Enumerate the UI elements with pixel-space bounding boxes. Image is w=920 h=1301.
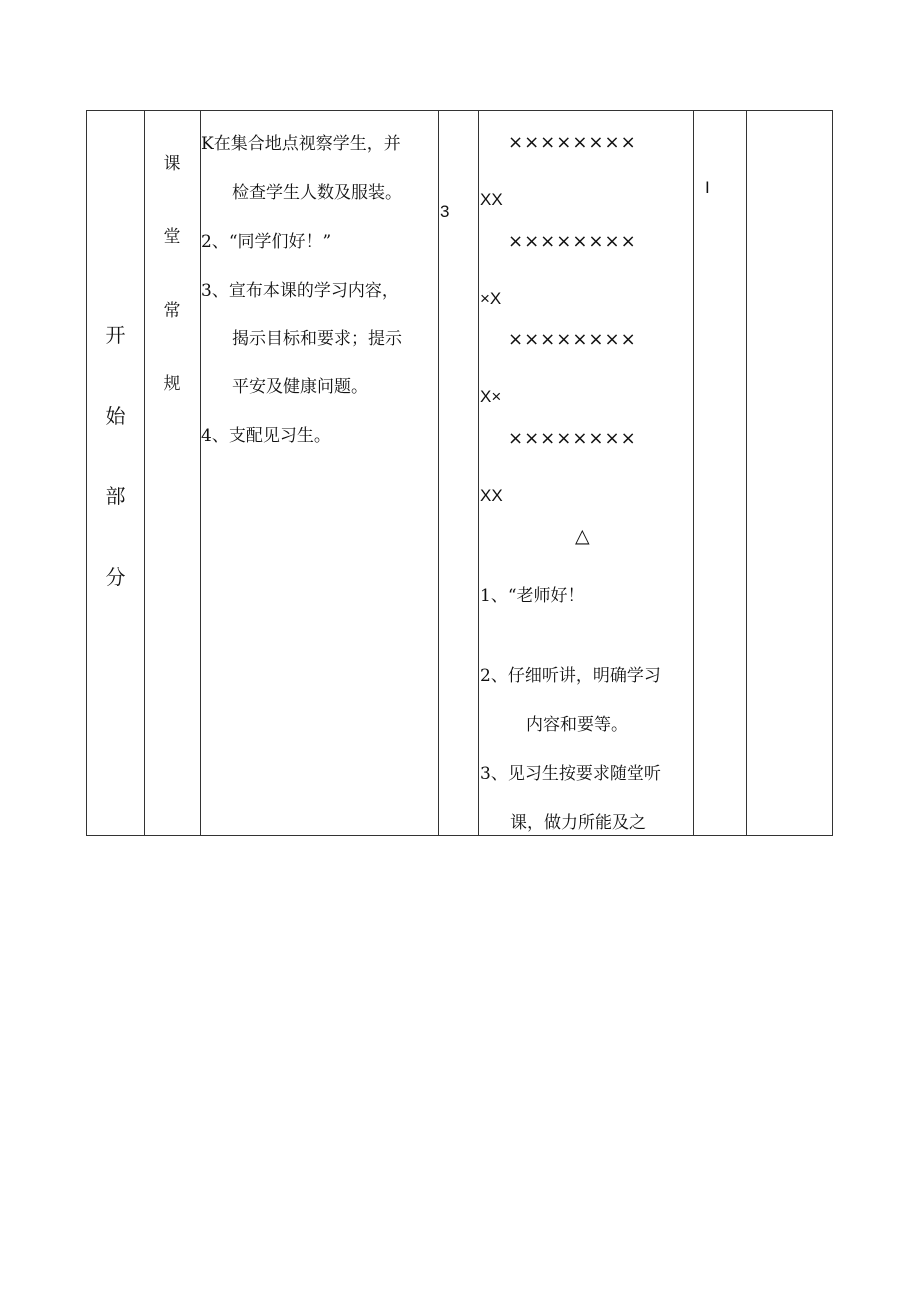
intensity-value: I (705, 178, 710, 197)
topic-char: 常 (163, 301, 181, 321)
content-line: 4、支配见习生。 (201, 426, 331, 446)
teacher-content-cell (200, 111, 438, 835)
section-char: 分 (105, 565, 126, 589)
formation-row: ×××××××× (508, 428, 637, 449)
activity-line: 3、见习生按要求随堂听 (480, 764, 661, 784)
formation-row: ×××××××× (508, 132, 637, 153)
time-cell (438, 111, 478, 835)
formation-row-tail: X× (480, 387, 502, 406)
activity-line: 课，做力所能及之 (510, 813, 646, 833)
content-line: 平安及健康问题。 (232, 377, 368, 397)
time-value: 3 (440, 202, 450, 221)
formation-row-tail: ×X (480, 289, 502, 308)
topic-char: 堂 (163, 227, 181, 247)
content-line: 检查学生人数及服装。 (232, 183, 402, 203)
formation-row-tail: XX (480, 190, 503, 209)
activity-line: 内容和要等。 (526, 715, 628, 735)
activity-line: 2、仔细听讲，明确学习 (480, 666, 661, 686)
remarks-cell (746, 111, 832, 835)
activity-line: 1、“老师好！ (480, 586, 585, 606)
topic-char: 课 (163, 154, 181, 174)
content-line: 2、“同学们好！” (201, 232, 332, 252)
content-line: 揭示目标和要求；提示 (232, 329, 402, 349)
topic-char: 规 (163, 374, 181, 394)
organization-cell (478, 111, 693, 835)
topic-cell (144, 111, 200, 835)
intensity-cell (693, 111, 746, 835)
formation-row: ×××××××× (508, 231, 637, 252)
content-line: 3、宣布本课的学习内容， (201, 281, 399, 301)
formation-row: ×××××××× (508, 329, 637, 350)
formation-row-tail: XX (480, 486, 503, 505)
section-char: 开 (105, 323, 126, 347)
lesson-plan-table (86, 110, 833, 836)
section-char: 始 (105, 404, 126, 428)
content-line: K在集合地点视察学生，并 (201, 134, 401, 154)
section-char: 部 (105, 484, 126, 508)
teacher-position-marker: △ (575, 525, 590, 547)
section-cell (87, 111, 144, 835)
